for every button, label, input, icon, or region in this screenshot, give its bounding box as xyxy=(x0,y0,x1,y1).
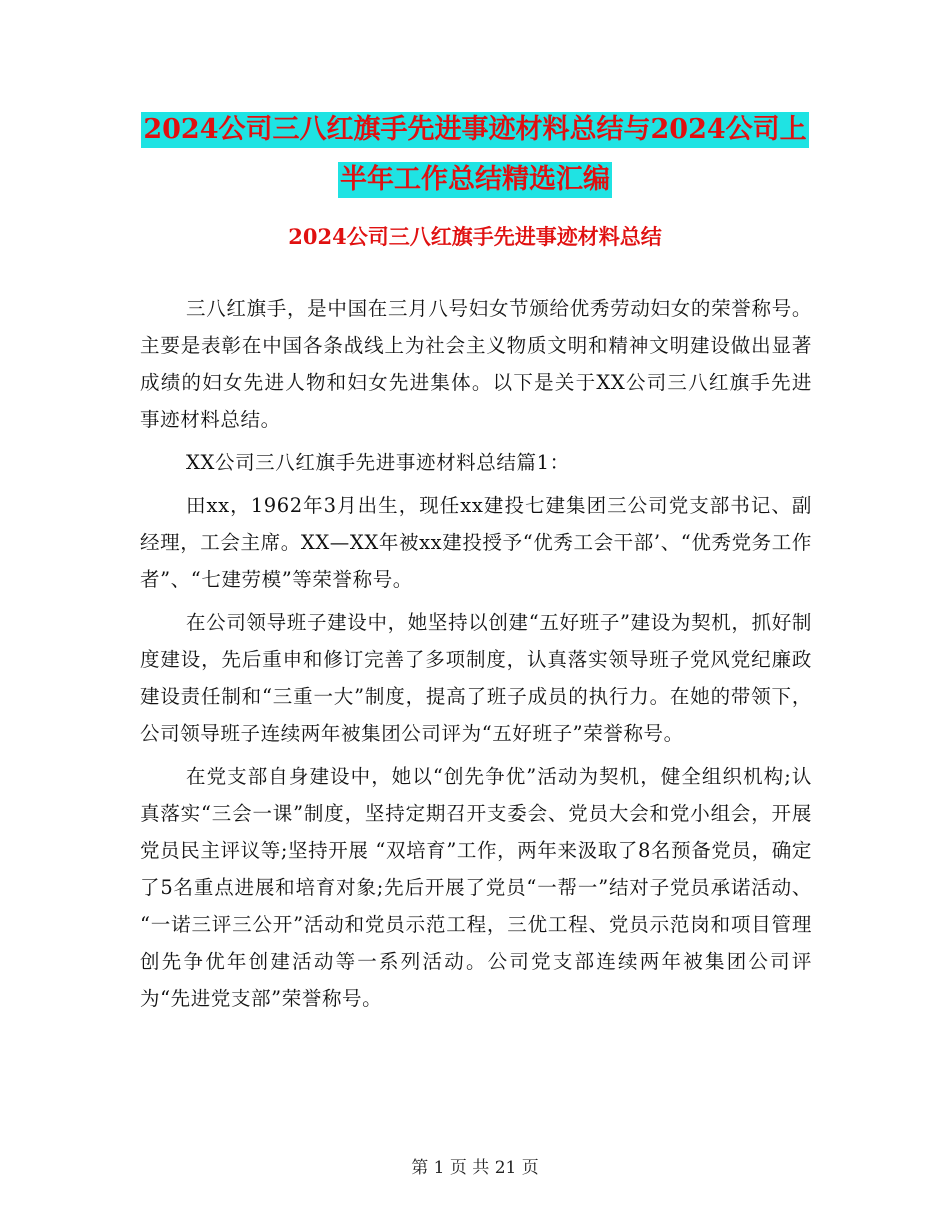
document-body xyxy=(140,290,812,1023)
section-heading: 2024公司三八红旗手先进事迹材料总结 xyxy=(288,224,662,249)
page-footer: 第 1 页 共 21 页 xyxy=(411,1158,539,1178)
paragraph: 在党支部自身建设中，她以“创先争优”活动为契机，健全组织机构;认真落实“三会一课”制度，坚持定期召开支委会、党员大会和党小组会，开展党员民主评议等;坚持开展 “双培育”工作，两年来汲取了8名预备党员，确定了5名重点进展和培育对象;先后开展了党员“一帮一”结对子党员承诺活动、 “一诺三评三公开”活动和党员示范工程，三优工程、党员示范岗和项目管理创先争优年创建活动等一系列活动。公司党支部连续两年被集团公司评为“先进党支部”荣誉称号。 xyxy=(140,765,812,1010)
title-line-2: 半年工作总结精选汇编 xyxy=(338,162,612,198)
paragraph: XX公司三八红旗手先进事迹材料总结篇1： xyxy=(186,451,570,474)
document-title xyxy=(0,112,950,198)
paragraph: 田xx，1962年3月出生，现任xx建投七建集团三公司党支部书记、副经理，工会主席。XX—XX年被xx建投授予“优秀工会干部’、“优秀党务工作者”、“七建劳模”等荣誉称号。 xyxy=(140,494,812,591)
title-line-1: 2024公司三八红旗手先进事迹材料总结与2024公司上 xyxy=(141,112,808,148)
paragraph: 三八红旗手，是中国在三月八号妇女节颁给优秀劳动妇女的荣誉称号。主要是表彰在中国各条战线上为社会主义物质文明和精神文明建设做出显著成绩的妇女先进人物和妇女先进集体。以下是关于XX公司三八红旗手先进事迹材料总结。 xyxy=(140,297,812,431)
paragraph: 在公司领导班子建设中，她坚持以创建“五好班子”建设为契机，抓好制度建设，先后重申和修订完善了多项制度，认真落实领导班子党风党纪廉政建设责任制和“三重一大”制度，提高了班子成员的执行力。在她的带领下，公司领导班子连续两年被集团公司评为“五好班子”荣誉称号。 xyxy=(140,611,812,745)
